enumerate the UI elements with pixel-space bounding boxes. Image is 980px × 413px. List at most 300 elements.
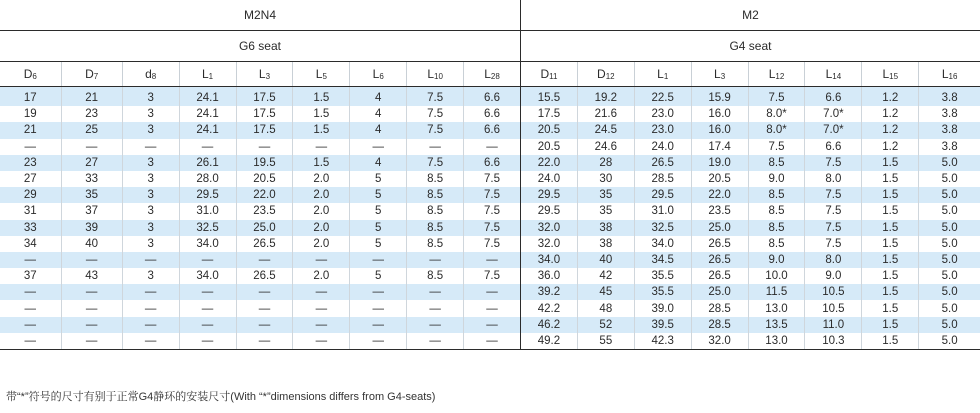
table-cell: 23.5 <box>691 203 748 219</box>
table-cell: 3 <box>122 122 179 138</box>
table-cell: 9.0 <box>748 252 805 268</box>
group-header-m2: M2 <box>520 0 980 31</box>
table-cell: 7.5 <box>407 87 464 107</box>
column-header-subscript: 12 <box>775 72 785 81</box>
table-cell: — <box>293 300 350 316</box>
table-cell: 3 <box>122 268 179 284</box>
table-cell: 10.5 <box>805 300 862 316</box>
table-cell: 26.5 <box>236 236 293 252</box>
table-cell: 3 <box>122 220 179 236</box>
table-cell: 5.0 <box>919 300 980 316</box>
table-cell: 13.5 <box>748 317 805 333</box>
table-cell: 35 <box>577 187 634 203</box>
table-cell: 7.5 <box>464 203 521 219</box>
column-header-right-2 <box>577 62 634 87</box>
table-cell: — <box>236 333 293 350</box>
table-cell: 28.5 <box>691 300 748 316</box>
table-cell: 32.0 <box>520 220 577 236</box>
table-cell: — <box>293 317 350 333</box>
table-row <box>0 155 980 171</box>
table-cell: 7.0* <box>805 106 862 122</box>
table-cell: 28.0 <box>179 171 236 187</box>
table-cell: 1.5 <box>293 106 350 122</box>
table-cell: — <box>407 300 464 316</box>
table-cell: 39 <box>61 220 122 236</box>
table-cell: 27 <box>23 173 37 186</box>
table-cell: 1.5 <box>862 252 919 268</box>
table-cell: 16.0 <box>691 106 748 122</box>
table-cell: 20.5 <box>691 171 748 187</box>
table-cell: 5 <box>350 187 407 203</box>
table-cell: 4 <box>350 106 407 122</box>
table-cell: 2.0 <box>293 268 350 284</box>
table-cell: — <box>407 284 464 300</box>
table-cell: 52 <box>577 317 634 333</box>
table-cell: 7.5 <box>805 155 862 171</box>
table-cell: 26.5 <box>236 268 293 284</box>
table-cell: 8.0 <box>805 252 862 268</box>
table-cell: 43 <box>61 268 122 284</box>
column-header-right-5 <box>748 62 805 87</box>
column-header-right-6 <box>805 62 862 87</box>
column-header-right-4 <box>691 62 748 87</box>
table-cell: 15.9 <box>691 87 748 107</box>
table-cell: 3 <box>122 155 179 171</box>
table-cell: 45 <box>577 284 634 300</box>
table-cell: — <box>179 300 236 316</box>
table-cell: — <box>122 284 179 300</box>
column-header-right-1 <box>520 62 577 87</box>
table-cell: 29 <box>0 187 61 203</box>
table-cell: — <box>122 300 179 316</box>
table-cell: 34.0 <box>520 252 577 268</box>
table-cell: 1.5 <box>862 284 919 300</box>
table-cell: 1.5 <box>862 317 919 333</box>
table-cell: 3.8 <box>919 122 980 138</box>
table-cell: 23 <box>0 155 61 171</box>
column-header-symbol: L <box>941 67 949 81</box>
column-header-symbol: L <box>372 67 380 81</box>
table-cell: 36.0 <box>520 268 577 284</box>
table-cell: 16.0 <box>691 122 748 138</box>
table-cell: 2.0 <box>293 236 350 252</box>
table-cell: 8.5 <box>407 203 464 219</box>
table-cell: — <box>179 139 236 155</box>
table-cell: 46.2 <box>520 317 577 333</box>
table-cell: — <box>407 317 464 333</box>
table-cell: — <box>236 300 293 316</box>
table-cell: 19.0 <box>691 155 748 171</box>
table-cell: — <box>407 333 464 350</box>
table-cell: 15.5 <box>520 87 577 107</box>
column-header-symbol: D <box>85 67 94 81</box>
table-cell: 3.8 <box>919 139 980 155</box>
table-cell: 19.2 <box>577 87 634 107</box>
seat-header-g6: G6 seat <box>0 31 520 62</box>
table-cell: 1.5 <box>862 220 919 236</box>
column-header-subscript: 16 <box>948 72 958 81</box>
column-header-subscript: 7 <box>93 72 99 81</box>
table-cell: 5.0 <box>919 187 980 203</box>
table-cell: 6.6 <box>464 122 521 138</box>
table-cell: 25.0 <box>691 284 748 300</box>
table-cell: 8.5 <box>748 203 805 219</box>
table-cell: 8.5 <box>407 171 464 187</box>
seat-header-row <box>0 31 980 62</box>
table-row <box>0 171 980 187</box>
table-cell: 29.5 <box>520 187 577 203</box>
table-cell: — <box>122 139 179 155</box>
table-cell: — <box>61 317 122 333</box>
column-header-right-3 <box>634 62 691 87</box>
table-cell: 6.6 <box>464 155 521 171</box>
table-cell: 5 <box>350 203 407 219</box>
table-cell: 9.0 <box>748 171 805 187</box>
table-cell: 37 <box>23 270 37 283</box>
column-header-symbol: L <box>657 67 664 81</box>
column-header-left-4 <box>179 62 236 87</box>
table-cell: 19 <box>23 108 37 121</box>
table-cell: 5 <box>350 268 407 284</box>
table-cell: 24.5 <box>577 122 634 138</box>
table-row <box>0 122 980 138</box>
table-cell: 3 <box>122 171 179 187</box>
table-cell: 34 <box>23 237 37 250</box>
table-cell: 17.5 <box>236 122 293 138</box>
table-cell: 1.2 <box>862 139 919 155</box>
column-header-subscript: 11 <box>549 72 558 81</box>
table-cell: — <box>179 317 236 333</box>
table-row <box>0 220 980 236</box>
table-cell: 2.0 <box>293 203 350 219</box>
table-cell: 39.2 <box>520 284 577 300</box>
table-body <box>0 87 980 350</box>
table-cell: — <box>236 284 293 300</box>
table-cell: 7.5 <box>805 236 862 252</box>
table-row <box>0 139 980 155</box>
table-cell: 10.0 <box>748 268 805 284</box>
table-cell: 17.5 <box>520 106 577 122</box>
table-cell: 7.5 <box>748 139 805 155</box>
column-header-symbol: L <box>825 67 833 81</box>
table-cell: 1.2 <box>862 87 919 107</box>
table-cell: 8.5 <box>748 236 805 252</box>
column-header-row <box>0 62 980 87</box>
table-cell: — <box>350 284 407 300</box>
table-cell: — <box>122 317 179 333</box>
table-row <box>0 236 980 252</box>
table-cell: 8.5 <box>748 220 805 236</box>
table-row <box>0 284 980 300</box>
table-cell: 7.5 <box>464 171 521 187</box>
column-header-symbol: L <box>768 67 776 81</box>
table-cell: 42 <box>577 268 634 284</box>
table-cell: 19.5 <box>236 155 293 171</box>
table-cell: 28.5 <box>691 317 748 333</box>
table-cell: — <box>407 139 464 155</box>
table-cell: — <box>179 333 236 350</box>
table-row <box>0 333 980 350</box>
table-cell: 34.5 <box>634 252 691 268</box>
table-cell: 20.5 <box>236 171 293 187</box>
table-cell: 1.5 <box>862 333 919 350</box>
table-cell: 55 <box>577 333 634 350</box>
table-cell: 21 <box>61 87 122 107</box>
table-cell: 8.5 <box>748 187 805 203</box>
table-cell: 1.5 <box>862 203 919 219</box>
table-cell: 38 <box>577 220 634 236</box>
table-cell: 5.0 <box>919 284 980 300</box>
table-cell: — <box>122 252 179 268</box>
table-cell: 1.5 <box>862 268 919 284</box>
table-cell: 23.5 <box>236 203 293 219</box>
table-cell: 32.5 <box>179 220 236 236</box>
column-header-left-6 <box>293 62 350 87</box>
table-cell: 20.5 <box>520 122 577 138</box>
table-cell: — <box>61 139 122 155</box>
table-cell: — <box>236 139 293 155</box>
column-header-symbol: L <box>315 67 323 81</box>
table-cell: 3.8 <box>919 106 980 122</box>
column-header-left-1 <box>0 62 61 87</box>
table-cell: 7.5 <box>407 106 464 122</box>
table-cell: 8.0* <box>748 122 805 138</box>
table-cell: 24.0 <box>634 139 691 155</box>
table-cell: 34.0 <box>634 236 691 252</box>
table-cell: 7.5 <box>464 236 521 252</box>
table-cell: 7.5 <box>464 187 521 203</box>
table-cell: 22.0 <box>520 155 577 171</box>
table-cell: 8.5 <box>407 220 464 236</box>
column-header-subscript: 10 <box>434 72 443 81</box>
table-cell: 24.1 <box>179 87 236 107</box>
table-cell: 42.3 <box>634 333 691 350</box>
table-cell: — <box>61 300 122 316</box>
table-cell: 34.0 <box>179 268 236 284</box>
table-cell: 3 <box>122 106 179 122</box>
table-cell: 32.5 <box>634 220 691 236</box>
table-cell: 1.5 <box>293 87 350 107</box>
table-cell: 22.5 <box>634 87 691 107</box>
footnote: 带“*”符号的尺寸有别于正常G4静环的安装尺寸(With “*”dimensions differs from G4-seats) <box>6 391 436 403</box>
table-cell: 6.6 <box>805 87 862 107</box>
column-header-subscript: 15 <box>889 72 899 81</box>
table-cell: 24.1 <box>179 122 236 138</box>
table-cell: 21.6 <box>577 106 634 122</box>
table-cell: — <box>0 252 61 268</box>
table-cell: 11.0 <box>805 317 862 333</box>
column-header-subscript: 28 <box>490 72 500 81</box>
table-cell: — <box>179 252 236 268</box>
table-cell: — <box>350 300 407 316</box>
table-cell: 21 <box>0 122 61 138</box>
column-header-symbol: D <box>540 67 550 81</box>
table-cell: — <box>293 139 350 155</box>
table-cell: 42.2 <box>520 300 577 316</box>
column-header-right-7 <box>862 62 919 87</box>
table-cell: 9.0 <box>805 268 862 284</box>
table-cell: 37 <box>61 203 122 219</box>
table-cell: 3 <box>122 187 179 203</box>
table-row <box>0 87 980 107</box>
table-cell: 17.5 <box>236 106 293 122</box>
table-cell: 24.1 <box>179 106 236 122</box>
table-cell: 1.5 <box>862 171 919 187</box>
table-cell: 23 <box>61 106 122 122</box>
table-cell: 8.0 <box>805 171 862 187</box>
column-header-subscript: 1 <box>208 72 214 81</box>
table-cell: 29.5 <box>520 203 577 219</box>
column-header-symbol: L <box>427 67 434 81</box>
table-cell: — <box>179 284 236 300</box>
column-header-subscript: 5 <box>322 72 327 81</box>
table-cell: 5.0 <box>919 203 980 219</box>
table-cell: 35 <box>577 203 634 219</box>
table-row <box>0 187 980 203</box>
table-cell: 22.0 <box>236 187 293 203</box>
table-cell: 29.5 <box>634 187 691 203</box>
table-cell: 27 <box>61 155 122 171</box>
table-cell: — <box>407 252 464 268</box>
table-cell: 33 <box>61 171 122 187</box>
table-cell: 49.2 <box>520 333 577 350</box>
table-cell: 13.0 <box>748 300 805 316</box>
table-cell: 17.4 <box>691 139 748 155</box>
column-header-left-3 <box>122 62 179 87</box>
table-cell: 5 <box>350 220 407 236</box>
table-cell: 31.0 <box>179 203 236 219</box>
table-cell: 8.5 <box>407 268 464 284</box>
table-cell: 26.5 <box>691 268 748 284</box>
table-cell: 35 <box>61 187 122 203</box>
table-cell: 24.0 <box>520 171 577 187</box>
table-cell: 4 <box>350 155 407 171</box>
table-cell: — <box>122 333 179 350</box>
table-cell: 22.0 <box>691 187 748 203</box>
table-cell: 7.5 <box>407 155 464 171</box>
table-cell: 8.5 <box>407 187 464 203</box>
table-cell: 23.0 <box>634 106 691 122</box>
column-header-left-2 <box>61 62 122 87</box>
table-cell: — <box>464 139 521 155</box>
table-cell: 30 <box>577 171 634 187</box>
table-cell: 5.0 <box>919 220 980 236</box>
table-cell: 6.6 <box>805 139 862 155</box>
group-header-row <box>0 0 980 31</box>
table-cell: — <box>464 300 521 316</box>
table-cell: 1.5 <box>862 155 919 171</box>
table-cell: 17.5 <box>236 87 293 107</box>
column-header-subscript: 6 <box>32 72 37 81</box>
table-cell: — <box>236 252 293 268</box>
table-cell: — <box>464 252 521 268</box>
table-cell: 25.0 <box>691 220 748 236</box>
table-cell: 6.6 <box>464 87 521 107</box>
table-cell: 31 <box>23 205 37 218</box>
table-cell: 5.0 <box>919 236 980 252</box>
table-cell: — <box>464 333 521 350</box>
table-cell: 13.0 <box>748 333 805 350</box>
column-header-subscript: 3 <box>265 72 271 81</box>
column-header-symbol: D <box>23 67 33 81</box>
table-cell: 7.0* <box>805 122 862 138</box>
table-cell: 7.5 <box>464 220 521 236</box>
table-cell: 5.0 <box>919 333 980 350</box>
column-header-subscript: 6 <box>379 72 384 81</box>
table-cell: — <box>350 252 407 268</box>
table-cell: — <box>464 284 521 300</box>
table-row <box>0 317 980 333</box>
table-cell: 5 <box>350 171 407 187</box>
table-cell: 39.0 <box>634 300 691 316</box>
table-cell: 2.0 <box>293 187 350 203</box>
column-header-symbol: L <box>258 67 266 81</box>
table-cell: 4 <box>350 87 407 107</box>
table-row <box>0 203 980 219</box>
table-cell: 2.0 <box>293 220 350 236</box>
table-cell: — <box>350 139 407 155</box>
column-header-left-9 <box>464 62 521 87</box>
table-row <box>0 268 980 284</box>
group-header-m2n4: M2N4 <box>243 8 276 22</box>
table-cell: 35.5 <box>634 268 691 284</box>
table-cell: — <box>464 317 521 333</box>
table-row <box>0 300 980 316</box>
table-cell: 25 <box>61 122 122 138</box>
table-cell: — <box>61 252 122 268</box>
table-cell: 7.5 <box>464 268 521 284</box>
table-cell: 8.5 <box>407 236 464 252</box>
table-cell: 1.5 <box>293 122 350 138</box>
table-cell: 26.1 <box>179 155 236 171</box>
seat-header-g4: G4 seat <box>520 31 980 62</box>
table-cell: 4 <box>350 122 407 138</box>
table-cell: 8.0* <box>748 106 805 122</box>
table-cell: 40 <box>577 252 634 268</box>
column-header-subscript: 8 <box>151 72 157 81</box>
table-cell: 1.5 <box>862 300 919 316</box>
table-cell: 40 <box>61 236 122 252</box>
column-header-symbol: L <box>882 67 890 81</box>
table-cell: 3 <box>122 203 179 219</box>
table-cell: 5 <box>350 236 407 252</box>
column-header-subscript: 14 <box>832 72 842 81</box>
table-cell: 1.2 <box>862 106 919 122</box>
table-cell: 23.0 <box>634 122 691 138</box>
table-cell: 7.5 <box>805 220 862 236</box>
table-cell: 7.5 <box>805 187 862 203</box>
column-header-subscript: 3 <box>720 72 726 81</box>
table-cell: 7.5 <box>748 87 805 107</box>
table-cell: — <box>293 284 350 300</box>
table-cell: 20.5 <box>520 139 577 155</box>
table-cell: 39.5 <box>634 317 691 333</box>
table-cell: — <box>0 317 61 333</box>
table-cell: — <box>24 302 37 315</box>
table-cell: 25.0 <box>236 220 293 236</box>
table-cell: 8.5 <box>748 155 805 171</box>
table-cell: 1.5 <box>862 187 919 203</box>
column-header-left-8 <box>407 62 464 87</box>
table-cell: — <box>350 333 407 350</box>
table-cell: 1.5 <box>293 155 350 171</box>
column-header-left-5 <box>236 62 293 87</box>
table-cell: 33 <box>0 220 61 236</box>
column-header-symbol: D <box>597 67 606 81</box>
table-cell: — <box>61 284 122 300</box>
table-cell: 29.5 <box>179 187 236 203</box>
table-cell: 32.0 <box>520 236 577 252</box>
